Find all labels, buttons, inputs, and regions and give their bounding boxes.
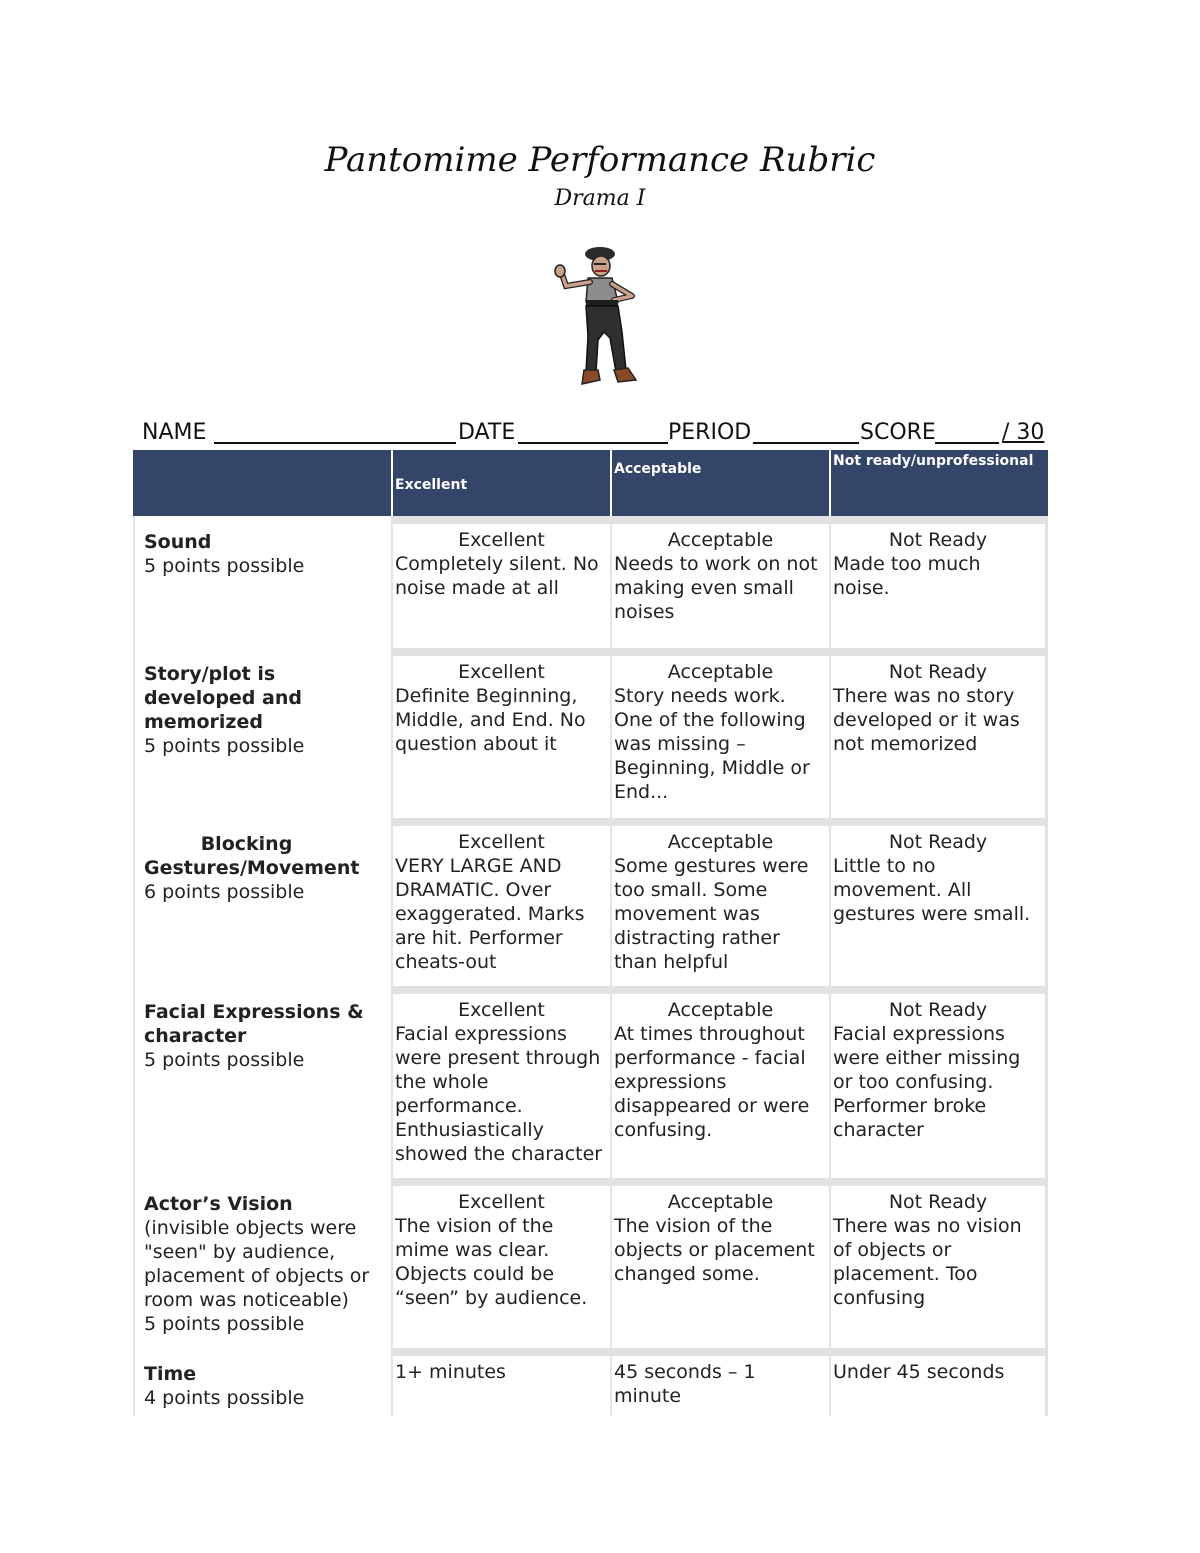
rating-cell <box>391 986 610 1178</box>
date-field[interactable] <box>518 420 668 444</box>
rating-cell <box>610 1348 829 1416</box>
level-description: Made too much noise. <box>833 553 981 599</box>
level-label: Not Ready <box>888 1191 988 1213</box>
criterion-cell <box>133 986 391 1178</box>
page-title: Pantomime Performance Rubric <box>324 140 876 180</box>
level-label: Not Ready <box>888 661 988 683</box>
criterion-cell <box>133 1178 391 1348</box>
criterion-title: Actor’s Vision <box>144 1193 293 1215</box>
table-row <box>133 1348 1048 1416</box>
level-description: There was no story developed or it was not memorized <box>833 685 1020 755</box>
header-blank <box>133 450 391 516</box>
mime-figure-icon <box>548 244 648 394</box>
date-label: DATE <box>458 420 516 445</box>
score-label: SCORE <box>860 420 936 445</box>
level-label: Acceptable <box>667 661 774 683</box>
score-field[interactable] <box>935 420 999 444</box>
level-label: Acceptable <box>667 999 774 1021</box>
rating-cell <box>829 1348 1048 1416</box>
rating-cell <box>610 818 829 986</box>
criterion-title: Facial Expressions & character <box>144 1001 364 1047</box>
criterion-points: 6 points possible <box>144 881 305 903</box>
rating-cell <box>829 986 1048 1178</box>
criterion-title: Story/plot is developed and memorized <box>144 663 302 733</box>
rating-cell <box>391 1348 610 1416</box>
period-label: PERIOD <box>668 420 752 445</box>
level-description: There was no vision of objects or placement. Too confusing <box>833 1215 1022 1309</box>
rating-cell <box>829 818 1048 986</box>
level-label: Excellent <box>458 661 545 683</box>
table-row <box>133 516 1048 648</box>
level-label: Excellent <box>458 529 545 551</box>
level-label: Not Ready <box>888 999 988 1021</box>
table-row <box>133 1178 1048 1348</box>
level-label: Not Ready <box>888 831 988 853</box>
criterion-title: Sound <box>144 531 212 553</box>
level-description: VERY LARGE AND DRAMATIC. Over exaggerated. Marks are hit. Performer cheats-out <box>395 855 585 973</box>
rating-cell <box>610 1178 829 1348</box>
header-row <box>133 450 1048 516</box>
level-description: 45 seconds – 1 minute <box>614 1361 756 1407</box>
criterion-title: Time <box>144 1363 197 1385</box>
level-description: 1+ minutes <box>395 1361 506 1383</box>
rating-cell <box>391 648 610 818</box>
criterion-note: (invisible objects were "seen" by audience, placement of objects or room was noticeable) <box>144 1217 370 1311</box>
criterion-cell <box>133 1348 391 1416</box>
level-label: Acceptable <box>667 831 774 853</box>
header-excellent: Excellent <box>391 450 610 516</box>
table-row <box>133 818 1048 986</box>
level-description: Story needs work. One of the following was missing – Beginning, Middle or End... <box>614 685 810 803</box>
level-description: The vision of the mime was clear. Objects could be “seen” by audience. <box>395 1215 588 1309</box>
header-not-ready: Not ready/unprofessional <box>829 450 1048 516</box>
level-label: Acceptable <box>667 529 774 551</box>
level-description: Some gestures were too small. Some movement was distracting rather than helpful <box>614 855 809 973</box>
level-label: Excellent <box>458 831 545 853</box>
level-description: Definite Beginning, Middle, and End. No question about it <box>395 685 586 755</box>
score-total: / 30 <box>1002 420 1045 445</box>
rating-cell <box>610 516 829 648</box>
criterion-points: 5 points possible <box>144 555 305 577</box>
level-description: Under 45 seconds <box>833 1361 1005 1383</box>
level-label: Acceptable <box>667 1191 774 1213</box>
criterion-points: 5 points possible <box>144 1313 305 1335</box>
rating-cell <box>391 1178 610 1348</box>
criterion-points: 5 points possible <box>144 735 305 757</box>
criterion-cell <box>133 516 391 648</box>
rating-cell <box>391 516 610 648</box>
criterion-cell <box>133 648 391 818</box>
rating-cell <box>610 986 829 1178</box>
level-description: Facial expressions were present through the whole performance. Enthusiastically showed the character <box>395 1023 603 1165</box>
criterion-cell <box>133 818 391 986</box>
level-description: At times throughout performance - facial expressions disappeared or were confusing. <box>614 1023 810 1141</box>
level-description: Little to no movement. All gestures were small. <box>833 855 1031 925</box>
rating-cell <box>391 818 610 986</box>
rating-cell <box>829 516 1048 648</box>
level-label: Excellent <box>458 999 545 1021</box>
table-row <box>133 986 1048 1178</box>
level-description: The vision of the objects or placement changed some. <box>614 1215 815 1285</box>
level-description: Facial expressions were either missing or too confusing. Performer broke character <box>833 1023 1021 1141</box>
name-field[interactable] <box>214 420 456 444</box>
student-info-line <box>142 420 1062 450</box>
page-subtitle: Drama I <box>554 186 646 211</box>
level-label: Excellent <box>458 1191 545 1213</box>
rating-cell <box>829 1178 1048 1348</box>
criterion-points: 5 points possible <box>144 1049 305 1071</box>
rating-cell <box>610 648 829 818</box>
level-label: Not Ready <box>888 529 988 551</box>
level-description: Completely silent. No noise made at all <box>395 553 599 599</box>
rubric-table <box>133 450 1048 1416</box>
criterion-points: 4 points possible <box>144 1387 305 1409</box>
rating-cell <box>829 648 1048 818</box>
name-label: NAME <box>142 420 207 445</box>
header-acceptable: Acceptable <box>610 450 829 516</box>
period-field[interactable] <box>753 420 859 444</box>
criterion-title: Blocking Gestures/Movement <box>144 833 360 879</box>
level-description: Needs to work on not making even small noises <box>614 553 818 623</box>
table-row <box>133 648 1048 818</box>
